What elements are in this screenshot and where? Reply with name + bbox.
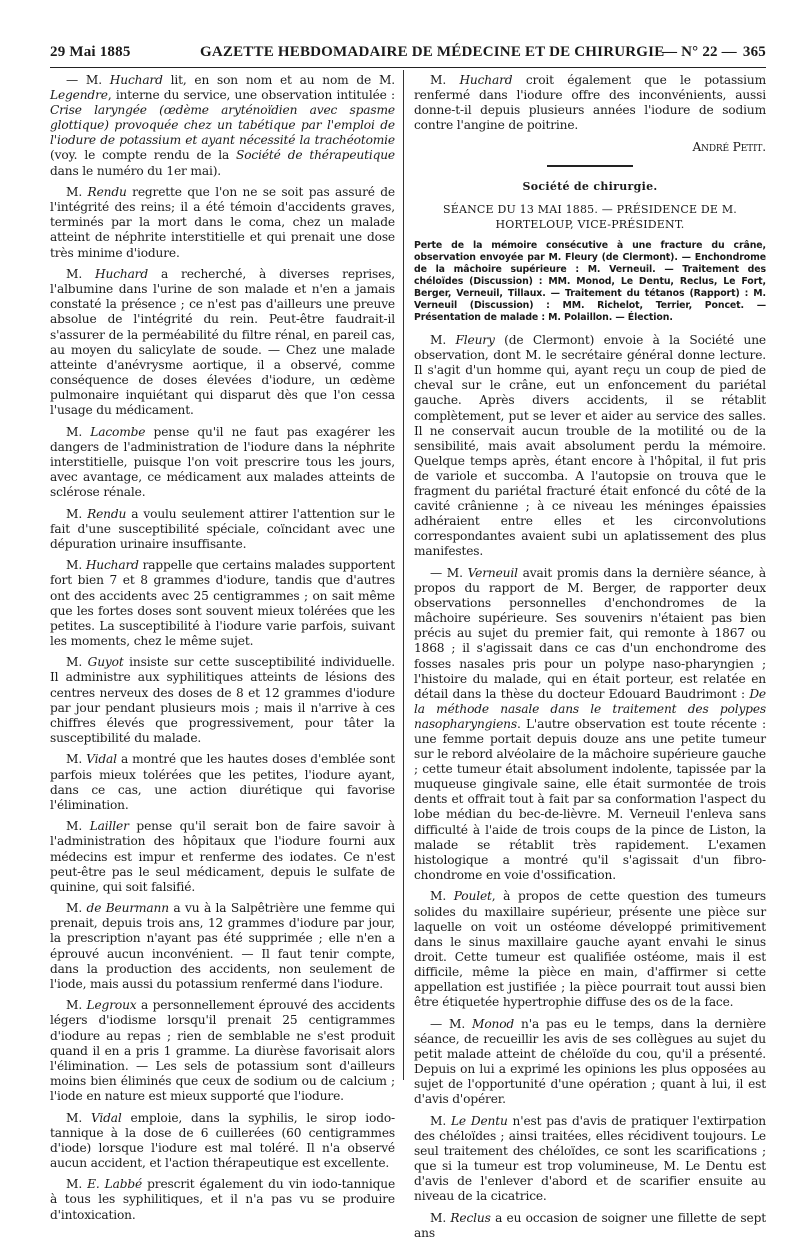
speaker-name: Monod: [472, 1016, 515, 1031]
paragraph: M. Lacombe pense qu'il ne faut pas exagérer les dangers de l'administration de l'iodure dans la néphrite interstitielle, puisque l'on voit prescrire tous les jours, avec avantage, ce médicament aux malades atteints de sclérose rénale.: [50, 424, 395, 499]
speaker-name: Lailler: [89, 819, 129, 834]
thesis-title: De la méthode nasale dans le traitement des polypes nasopharyngiens: [414, 686, 766, 731]
paragraph: M. de Beurmann a vu à la Salpêtrière une femme qui prenait, depuis trois ans, 12 grammes d'iodure par jour, la prescription n'ayant pas été supprimée ; elle n'en a éprouvé aucun inconvénient. — Il faut tenir compte, dans la production des accidents, non seulement de l'iode, mais aussi du potassium renfermé dans l'iodure.: [50, 901, 395, 991]
speaker-name: Vidal: [86, 752, 117, 767]
header-date: 29 Mai 1885: [50, 44, 131, 60]
paragraph: M. Le Dentu n'est pas d'avis de pratiquer l'extirpation des chéloïdes ; ainsi traitées, elles récidivent toujours. Le seul traitement des chéloïdes, ce sont les scarifications ; que si la tumeur est trop volumineuse, M. Le Dentu est d'avis de l'enlever d'abord et de scarifier ensuite au niveau de la cicatrice.: [414, 1113, 766, 1204]
speaker-name: Verneuil: [467, 565, 518, 580]
section-rule: [547, 165, 633, 167]
speaker-name: de Beurmann: [86, 901, 169, 916]
society-name: Société de thérapeutique: [236, 148, 395, 163]
paragraph: — M. Verneuil avait promis dans la dernière séance, à propos du rapport de M. Berger, de rapporter deux observations personnelles d'enchondromes de la mâchoire supérieure. Ses souvenirs n'étaient pas bien précis au sujet du premier fait, qui remonte à 1867 ou 1868 ; il s'agissait dans ce cas d'un enchondrome des fosses nasales pris pour un polype naso-pharyngien ; l'histoire du malade, qui en était porteur, est relatée en détail dans la thèse du docteur Edouard Baudrimont : De la méthode nasale dans le traitement des polypes nasopharyngiens. L'autre observation est toute récente : une femme portait depuis douze ans une petite tumeur sur le rebord alvéolaire de la mâchoire supérieure gauche ; cette tumeur était absolument indolente, tapissée par la muqueuse gingivale saine, elle était surmontée de trois dents et offrait tout à fait par sa conformation l'aspect du lobe médian du bec-de-lièvre. M. Verneuil l'enleva sans difficulté à l'aide de trois coups de la pince de Liston, la malade se rétablit très rapidement. L'examen histologique a montré qu'il s'agissait d'un fibro-chondrome en voie d'ossification.: [414, 565, 766, 882]
paragraph: M. Lailler pense qu'il serait bon de faire savoir à l'administration des hôpitaux que l'iodure fourni aux médecins est impur et renferme des iodates. Ce n'est peut-être pas le seul médicament, depuis le sulfate de quinine, qui soit falsifié.: [50, 819, 395, 894]
speaker-name: Guyot: [87, 655, 124, 670]
speaker-name: Huchard: [85, 558, 139, 573]
paragraph: M. Fleury (de Clermont) envoie à la Société une observation, dont M. le secrétaire général donne lecture. Il s'agit d'un homme qui, ayant reçu un coup de pied de cheval sur le crâne, eut un enfoncement du pariétal gauche. Après divers accidents, il se rétablit complètement, put se lever et aider au service des salles. Il ne conservait aucun trouble de la motilité ou de la sensibilité, mais avait absolument perdu la mémoire. Quelque temps après, étant encore à l'hôpital, il fut pris de variole et succomba. A l'autopsie on trouva que le fragment du pariétal fracturé était enfoncé du côté de la cavité crânienne ; à ce niveau les méninges épaissies adhéraient entre elles et les circonvolutions correspondantes avaient subi un aplatissement des plus manifestes.: [414, 333, 766, 559]
running-header: [50, 44, 766, 68]
speaker-name: Poulet: [453, 889, 492, 904]
header-issue-number: — N° 22 —: [662, 44, 737, 60]
observation-title: Crise laryngée (œdème aryténoïdien avec spasme glottique) provoquée chez un tabétique par l'emploi de l'iodure de potassium et ayant nécessité la trachéotomie: [50, 103, 395, 148]
header-page-number: 365: [742, 44, 766, 60]
paragraph: M. Reclus a eu occasion de soigner une fillette de sept ans: [414, 1210, 766, 1240]
session-header: SÉANCE DU 13 MAI 1885. — PRÉSIDENCE DE M. HORTELOUP, VICE-PRÉSIDENT.: [442, 203, 737, 232]
paragraph: M. Huchard rappelle que certains malades supportent fort bien 7 et 8 grammes d'iodure, tandis que d'autres ont des accidents avec 25 centigrammes ; on sait même que les fortes doses sont souvent mieux tolérées que les petites. La susceptibilité à l'iodure varie parfois, suivant les moments, chez le même sujet.: [50, 558, 395, 648]
speaker-name: E. Labbé: [87, 1177, 143, 1192]
speaker-name: Huchard: [95, 267, 149, 282]
header-rule: [50, 67, 766, 68]
speaker-name: Legendre: [50, 88, 108, 103]
author-signature: André Petit.: [692, 139, 766, 154]
speaker-name: Fleury: [455, 333, 495, 348]
right-column: [414, 73, 766, 1248]
speaker-name: Rendu: [87, 185, 127, 200]
column-divider: [403, 70, 404, 1080]
paragraph: M. Guyot insiste sur cette susceptibilité individuelle. Il administre aux syphilitiques atteints de lésions des centres nerveux des doses de 8 et 12 grammes d'iodure par jour pendant plusieurs mois ; mais il n'arrive à ces chiffres élevés que progressivement, pour tâter la susceptibilité du malade.: [50, 655, 396, 745]
paragraph: M. Vidal emploie, dans la syphilis, le sirop iodo-tannique à la dose de 6 cuillerées (60 centigrammes d'iode) lorsque l'iodure est mal toléré. Il n'a observé aucun accident, et l'action thérapeutique est excellente.: [50, 1110, 395, 1170]
paragraph: M. Vidal a montré que les hautes doses d'emblée sont parfois mieux tolérées que les petites, l'iodure ayant, dans ce cas, une action diurétique qui favorise l'élimination.: [50, 752, 395, 812]
speaker-name: Le Dentu: [450, 1113, 508, 1128]
paragraph: M. Rendu a voulu seulement attirer l'attention sur le fait d'une susceptibilité spéciale, coïncidant avec une dépuration urinaire insuffisante.: [50, 506, 395, 551]
speaker-name: Vidal: [90, 1110, 122, 1125]
session-summary: Perte de la mémoire consécutive à une fracture du crâne, observation envoyée par M. Fleury (de Clermont). — Enchondrome de la mâchoire supérieure : M. Verneuil. — Traitement des chéloïdes (Discussion) : MM. Monod, Le Dentu, Reclus, Le Fort, Berger, Verneuil, Tillaux. — Traitement du tétanos (Rapport) : M. Verneuil (Discussion) : MM. Richelot, Terrier, Poncet. — Présentation de malade : M. Polaillon. — Élection.: [414, 240, 766, 324]
paragraph: M. Rendu regrette que l'on ne se soit pas assuré de l'intégrité des reins; il a été témoin d'accidents graves, terminés par la mort dans le coma, chez un malade atteint de néphrite interstitielle et qui prenait une dose très minime d'iodure.: [50, 185, 395, 260]
paragraph: M. Poulet, à propos de cette question des tumeurs solides du maxillaire supérieur, présente une pièce sur laquelle on voit un ostéome développé primitivement dans le sinus maxillaire gauche ayant envahi le sinus droit. Cette tumeur est qualifiée ostéome, mais il est difficile, même la pièce en main, d'affirmer si cette appellation est justifiée ; la pièce pourrait tout aussi bien être étiquetée hypertrophie diffuse des os de la face.: [414, 889, 766, 1010]
paragraph: M. Huchard a recherché, à diverses reprises, l'albumine dans l'urine de son malade et n'en a jamais constaté la présence ; ce n'est pas d'ailleurs une preuve absolue de l'intégrité du rein. Peut-être faudrait-il s'assurer de la perméabilité du filtre rénal, en pareil cas, au moyen du salicylate de soude. — Chez une malade atteinte d'anévrysme aortique, il a observé, comme conséquence de doses élevées d'iodure, un œdème pulmonaire inquiétant qui disparut dès que l'on cessa l'usage du médicament.: [50, 267, 395, 417]
paragraph: M. Legroux a personnellement éprouvé des accidents légers d'iodisme lorsqu'il prenait 25 centigrammes d'iodure au repas ; rien de semblable ne s'est produit quand il en a pris 1 gramme. La diurèse favorisait alors l'élimination. — Les sels de potassium sont d'ailleurs moins bien éliminés que ceux de sodium ou de calcium ; l'iode en nature est mieux supporté que l'iodure.: [50, 998, 396, 1103]
speaker-name: Lacombe: [90, 424, 146, 439]
speaker-name: Legroux: [86, 998, 137, 1013]
section-title: Société de chirurgie.: [522, 179, 658, 193]
header-title: GAZETTE HEBDOMADAIRE DE MÉDECINE ET DE CHIRURGIE: [200, 44, 665, 60]
speaker-name: Huchard: [109, 73, 163, 87]
paragraph: — M. Huchard lit, en son nom et au nom de M. Legendre, interne du service, une observation intitulée : Crise laryngée (œdème aryténoïdien avec spasme glottique) provoquée chez un tabétique par l'emploi de l'iodure de potassium et ayant nécessité la trachéotomie (voy. le compte rendu de la Société de thérapeutique dans le numéro du 1er mai).: [50, 73, 395, 178]
left-column: [50, 73, 395, 1229]
speaker-name: Huchard: [459, 73, 513, 87]
paragraph: M. Huchard croit également que le potassium renfermé dans l'iodure offre des inconvénients, aussi donne-t-il depuis plusieurs années l'iodure de sodium contre l'angine de poitrine.: [414, 73, 767, 133]
speaker-name: Reclus: [450, 1210, 491, 1225]
speaker-name: Rendu: [87, 506, 127, 521]
paragraph: M. E. Labbé prescrit également du vin iodo-tannique à tous les syphilitiques, et il n'a pas vu se produire d'intoxication.: [50, 1177, 396, 1222]
paragraph: — M. Monod n'a pas eu le temps, dans la dernière séance, de recueillir les avis de ses collègues au sujet du petit malade atteint de chéloïde du cou, qu'il a présenté. Depuis on lui a exprimé les opinions les plus opposées au sujet de l'opportunité d'une opération ; quant à lui, il est d'avis d'opérer.: [414, 1016, 766, 1107]
